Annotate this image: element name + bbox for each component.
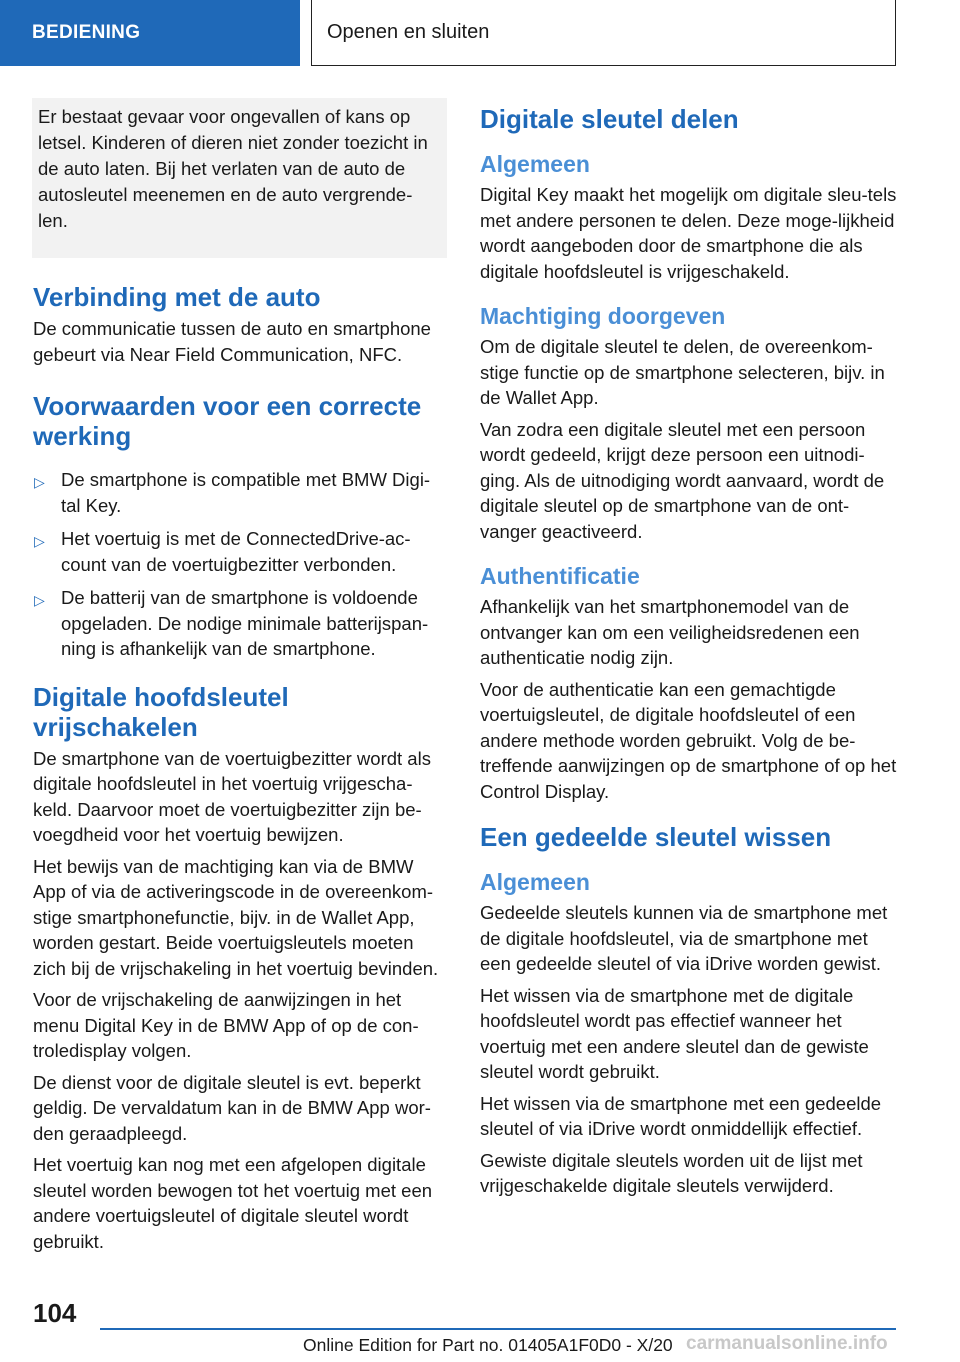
list-item-text: De smartphone is compatible met BMW Digi-tal Key. bbox=[61, 469, 431, 516]
paragraph: Voor de vrijschakeling de aanwijzingen in het menu Digital Key in de BMW App of op de con-troledisplay volgen. bbox=[33, 989, 419, 1061]
subheading-authentication: Authentificatie bbox=[480, 563, 640, 589]
section-tab: BEDIENING bbox=[0, 0, 300, 66]
triangle-bullet-icon: ▷ bbox=[34, 592, 45, 608]
paragraph: De dienst voor de digitale sleutel is evt. beperkt geldig. De vervaldatum kan in de BMW App wor-den geraadpleegd. bbox=[33, 1071, 431, 1144]
warning-text: Er bestaat gevaar voor ongevallen of kans op letsel. Kinderen of dieren niet zonder toezicht in de auto laten. Bij het verlaten van de auto de autosleutel meenemen en de auto vergrende-len. bbox=[38, 106, 428, 231]
heading-connection: Verbinding met de auto bbox=[33, 282, 321, 312]
footer-divider bbox=[100, 1328, 896, 1330]
heading-enable-master-key: Digitale hoofdsleutel vrijschakelen bbox=[33, 681, 289, 742]
requirements-list bbox=[33, 467, 447, 662]
subheading-general: Algemeen bbox=[480, 151, 590, 177]
paragraph: Het wissen via de smartphone met een gedeelde sleutel of via iDrive wordt onmiddellijk effectief. bbox=[480, 1092, 882, 1139]
paragraph: Het bewijs van de machtiging kan via de BMW App of via de activeringscode in de overeenkom-stige smartphonefunctie, bijv. in de Wallet App, worden gestart. Beide voertuigsleutels moeten zich bij de vrijschakeling in het voertuig bevinden. bbox=[33, 855, 439, 979]
paragraph-connection: De communicatie tussen de auto en smartphone gebeurt via Near Field Communication, NFC. bbox=[33, 318, 431, 365]
paragraph: Voor de authenticatie kan een gemachtigde voertuigsleutel, de digitale hoofdsleutel of een andere methode worden gebruikt. Volg de be-treffende aanwijzingen op de smartphone of op het Control Display. bbox=[480, 678, 897, 802]
left-column bbox=[33, 98, 447, 1260]
list-item-text: De batterij van de smartphone is voldoende opgeladen. De nodige minimale batterijspan-ning is afhankelijk van de smartphone. bbox=[61, 587, 429, 659]
heading-share-key: Digitale sleutel delen bbox=[480, 104, 739, 134]
triangle-bullet-icon: ▷ bbox=[34, 474, 45, 490]
watermark: carmanualsonline.info bbox=[686, 1333, 888, 1354]
heading-delete-shared-key: Een gedeelde sleutel wissen bbox=[480, 822, 832, 852]
right-column bbox=[480, 98, 898, 1205]
page-number: 104 bbox=[33, 1298, 77, 1328]
list-item-text: Het voertuig is met de ConnectedDrive-ac-count van de voertuigbezitter verbonden. bbox=[61, 528, 411, 575]
subheading-general: Algemeen bbox=[480, 869, 590, 895]
subheading-delegate: Machtiging doorgeven bbox=[480, 303, 726, 329]
warning-box bbox=[32, 98, 447, 258]
edition-text: Online Edition for Part no. 01405A1F0D0 - X/20 bbox=[303, 1335, 673, 1355]
paragraph: Het voertuig kan nog met een afgelopen digitale sleutel worden bewogen tot het voertuig met een andere voertuigsleutel of digitale sleutel wordt gebruikt. bbox=[33, 1154, 433, 1252]
paragraph: De smartphone van de voertuigbezitter wordt als digitale hoofdsleutel in het voertuig vrijgescha-keld. Daarvoor moet de voertuigbezitter zijn be-voegdheid voor het voertuig bewijzen. bbox=[33, 747, 431, 845]
paragraph: Gedeelde sleutels kunnen via de smartphone met de digitale hoofdsleutel, via de smartphone met een gedeelde sleutel of via iDrive worden gewist. bbox=[480, 902, 888, 974]
paragraph: Afhankelijk van het smartphonemodel van de ontvanger kan om een veiligheidsredenen een authenticatie nodig zijn. bbox=[480, 596, 860, 668]
list-item bbox=[33, 526, 447, 577]
list-item bbox=[33, 585, 447, 662]
paragraph: Om de digitale sleutel te delen, de overeenkom-stige functie op de smartphone selecteren, bijv. in de Wallet App. bbox=[480, 336, 885, 408]
heading-requirements: Voorwaarden voor een correcte werking bbox=[33, 391, 422, 451]
triangle-bullet-icon: ▷ bbox=[34, 533, 45, 549]
paragraph: Van zodra een digitale sleutel met een persoon wordt gedeeld, krijgt deze persoon een uitnodi-ging. Als de uitnodiging wordt aanvaard, wordt de digitale sleutel op de smartphone van de ont-vanger geactiveerd. bbox=[480, 418, 885, 542]
list-item bbox=[33, 467, 447, 518]
paragraph: Gewiste digitale sleutels worden uit de lijst met vrijgeschakelde digitale sleutels verwijderd. bbox=[480, 1149, 863, 1196]
paragraph: Het wissen via de smartphone met de digitale hoofdsleutel wordt pas effectief wanneer het voertuig met een andere sleutel dan de gewiste sleutel wordt gebruikt. bbox=[480, 984, 869, 1082]
chapter-title: Openen en sluiten bbox=[311, 0, 896, 66]
paragraph: Digital Key maakt het mogelijk om digitale sleu-tels met andere personen te delen. Deze moge-lijkheid wordt aangeboden door de smartphone die als digitale hoofdsleutel is vrijgeschakeld. bbox=[480, 184, 897, 282]
